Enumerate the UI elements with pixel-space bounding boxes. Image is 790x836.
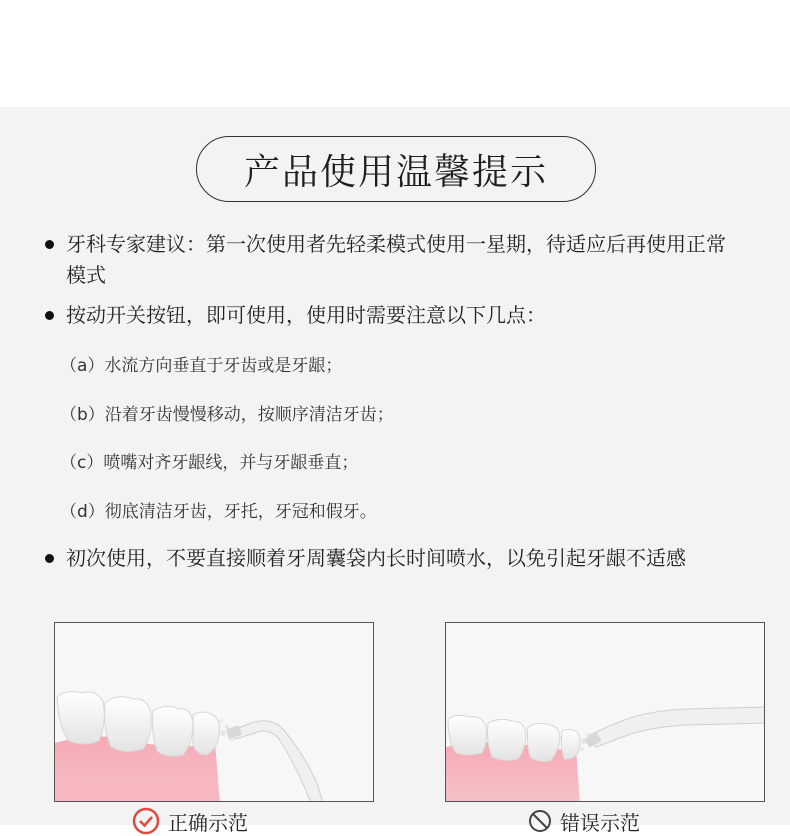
correct-example-image [54,622,374,802]
prohibited-icon [528,809,552,833]
tip-text: 初次使用，不要直接顺着牙周囊袋内长时间喷水，以免引起牙龈不适感 [66,546,686,570]
caption-text: 错误示范 [560,810,640,835]
tip-item-3 [45,543,745,574]
tip-item-1 [45,229,745,291]
tip-text: 牙科专家建议：第一次使用者先轻柔模式使用一星期，待适应后再使用正常模式 [66,232,726,287]
correct-example-caption [132,808,248,834]
bullet-dot-icon [45,554,54,563]
page-title: 产品使用温馨提示 [196,136,596,202]
tip-text: 按动开关按钮，即可使用，使用时需要注意以下几点： [66,303,546,327]
note-b: （b）沿着牙齿慢慢移动，按顺序清洁牙齿； [60,405,394,425]
wrong-example-caption [528,808,640,834]
caption-text: 正确示范 [168,810,248,835]
note-c: （c）喷嘴对齐牙龈线，并与牙龈垂直； [60,453,359,473]
note-d: （d）彻底清洁牙齿，牙托，牙冠和假牙。 [60,502,377,522]
teeth-irrigator-illustration [446,623,765,802]
check-circle-icon [132,807,160,835]
bullet-dot-icon [45,311,54,320]
teeth-irrigator-illustration [55,623,374,802]
wrong-example-image [445,622,765,802]
note-a: （a）水流方向垂直于牙齿或是牙龈； [60,356,343,376]
bullet-dot-icon [45,240,54,249]
tip-item-2 [45,300,745,331]
